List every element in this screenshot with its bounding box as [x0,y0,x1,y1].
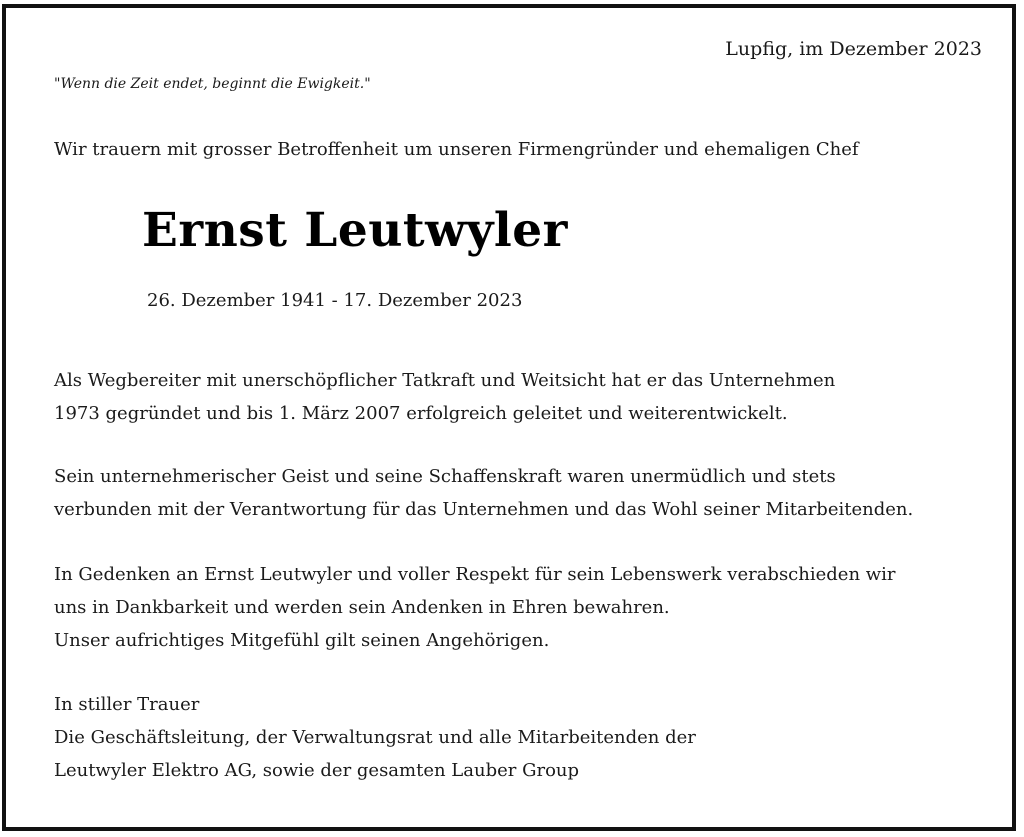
deceased-name: Ernst Leutwyler [142,203,568,258]
paragraph-achievements [54,364,835,430]
obituary-notice [2,4,1016,831]
paragraph-line: verbunden mit der Verantwortung für das Unternehmen und das Wohl seiner Mitarbeitenden. [54,499,914,520]
paragraph-line: Sein unternehmerischer Geist und seine Schaffenskraft waren unermüdlich und stets [54,466,836,487]
paragraph-line: In Gedenken an Ernst Leutwyler und voller Respekt für sein Lebenswerk verabschieden wir [54,564,896,585]
life-dates: 26. Dezember 1941 - 17. Dezember 2023 [147,290,523,311]
intro-text: Wir trauern mit grosser Betroffenheit um unseren Firmengründer und ehemaligen Chef [54,139,859,160]
paragraph-line: Unser aufrichtiges Mitgefühl gilt seinen Angehörigen. [54,630,550,651]
paragraph-remembrance [54,558,896,657]
signature-line: In stiller Trauer [54,694,200,715]
motto-quote: "Wenn die Zeit endet, beginnt die Ewigkeit." [54,76,371,92]
signature-line: Leutwyler Elektro AG, sowie der gesamten Lauber Group [54,760,580,781]
place-date: Lupfig, im Dezember 2023 [725,38,982,60]
paragraph-line: 1973 gegründet und bis 1. März 2007 erfolgreich geleitet und weiterentwickelt. [54,403,788,424]
paragraph-line: uns in Dankbarkeit und werden sein Andenken in Ehren bewahren. [54,597,670,618]
paragraph-character [54,460,913,526]
signature-line: Die Geschäftsleitung, der Verwaltungsrat und alle Mitarbeitenden der [54,727,696,748]
paragraph-line: Als Wegbereiter mit unerschöpflicher Tatkraft und Weitsicht hat er das Unternehmen [54,370,836,391]
signature-block [54,688,696,787]
